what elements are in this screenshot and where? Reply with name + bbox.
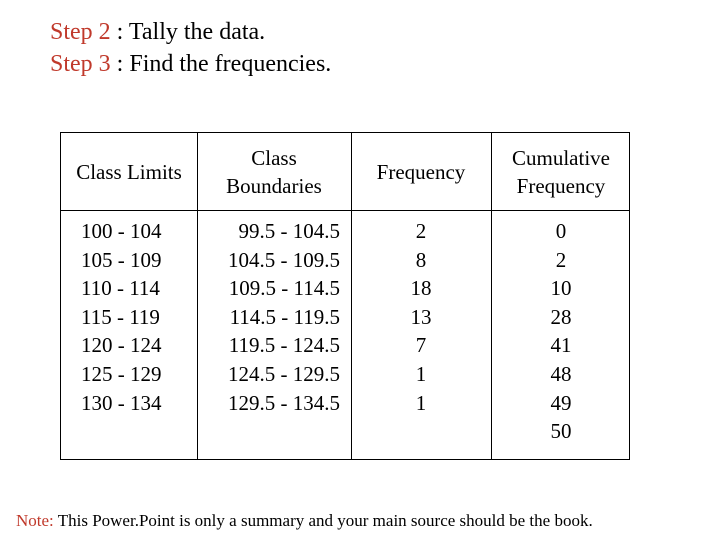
frequency-cell: 13 <box>410 304 432 329</box>
note-label: Note: <box>16 511 54 530</box>
header-class-limits <box>61 133 197 210</box>
header-frequency <box>351 133 491 210</box>
header-class-boundaries-line1: Class <box>251 145 297 170</box>
class-limit-cell: 125 - 129 <box>81 361 162 386</box>
step-2-label: Step 2 <box>50 19 111 45</box>
footnote <box>16 511 593 531</box>
step-3-text: : Find the frequencies. <box>110 51 332 77</box>
class-limit-cell: 115 - 119 <box>81 304 160 329</box>
cumulative-frequency-cell: 10 <box>550 276 572 301</box>
class-limit-cell: 120 - 124 <box>81 333 162 358</box>
frequency-cell: 18 <box>410 276 432 301</box>
cumulative-frequency-cell: 48 <box>550 361 572 386</box>
class-limit-cell: 105 - 109 <box>81 247 162 272</box>
cumulative-frequency-cell: 28 <box>550 304 572 329</box>
cumulative-frequency-cell: 49 <box>550 390 572 415</box>
steps-block <box>50 16 331 80</box>
class-limit-cell: 100 - 104 <box>81 219 162 243</box>
note-text: This Power.Point is only a summary and your main source should be the book. <box>53 511 593 530</box>
cumulative-frequency-cell: 50 <box>550 419 572 444</box>
class-limit-cell: 110 - 114 <box>81 276 160 301</box>
class-boundary-cell: 119.5 - 124.5 <box>228 333 340 358</box>
header-cumulative-line1: Cumulative <box>512 145 610 170</box>
class-limits-column <box>81 217 162 417</box>
header-class-boundaries <box>197 133 351 210</box>
header-class-limits-text: Class Limits <box>76 159 182 184</box>
frequency-table <box>60 132 630 460</box>
frequency-cell: 2 <box>415 219 427 243</box>
frequency-cell: 1 <box>415 390 427 415</box>
class-boundary-cell: 129.5 - 134.5 <box>228 390 340 415</box>
header-class-boundaries-line2: Boundaries <box>226 173 322 198</box>
frequency-cell: 1 <box>415 361 427 386</box>
cumulative-frequency-column <box>491 217 631 446</box>
class-boundary-cell: 99.5 - 104.5 <box>238 219 340 243</box>
cumulative-frequency-cell: 0 <box>555 219 567 243</box>
header-divider <box>61 210 629 211</box>
step-2-text: : Tally the data. <box>110 19 266 45</box>
class-boundary-cell: 109.5 - 114.5 <box>228 276 340 301</box>
class-boundary-cell: 104.5 - 109.5 <box>228 247 340 272</box>
class-boundary-cell: 124.5 - 129.5 <box>228 361 340 386</box>
frequency-cell: 8 <box>415 247 427 272</box>
step-3-line <box>50 48 331 80</box>
step-2-line <box>50 16 331 48</box>
frequency-column <box>351 217 491 417</box>
step-3-label: Step 3 <box>50 51 111 77</box>
header-frequency-text: Frequency <box>376 159 466 184</box>
cumulative-frequency-cell: 2 <box>555 247 567 272</box>
class-limit-cell: 130 - 134 <box>81 390 162 415</box>
class-boundaries-column <box>211 217 340 417</box>
frequency-cell: 7 <box>415 333 427 358</box>
header-cumulative-frequency <box>491 133 631 210</box>
class-boundary-cell: 114.5 - 119.5 <box>229 304 340 329</box>
cumulative-frequency-cell: 41 <box>550 333 572 358</box>
header-cumulative-line2: Frequency <box>516 173 606 198</box>
